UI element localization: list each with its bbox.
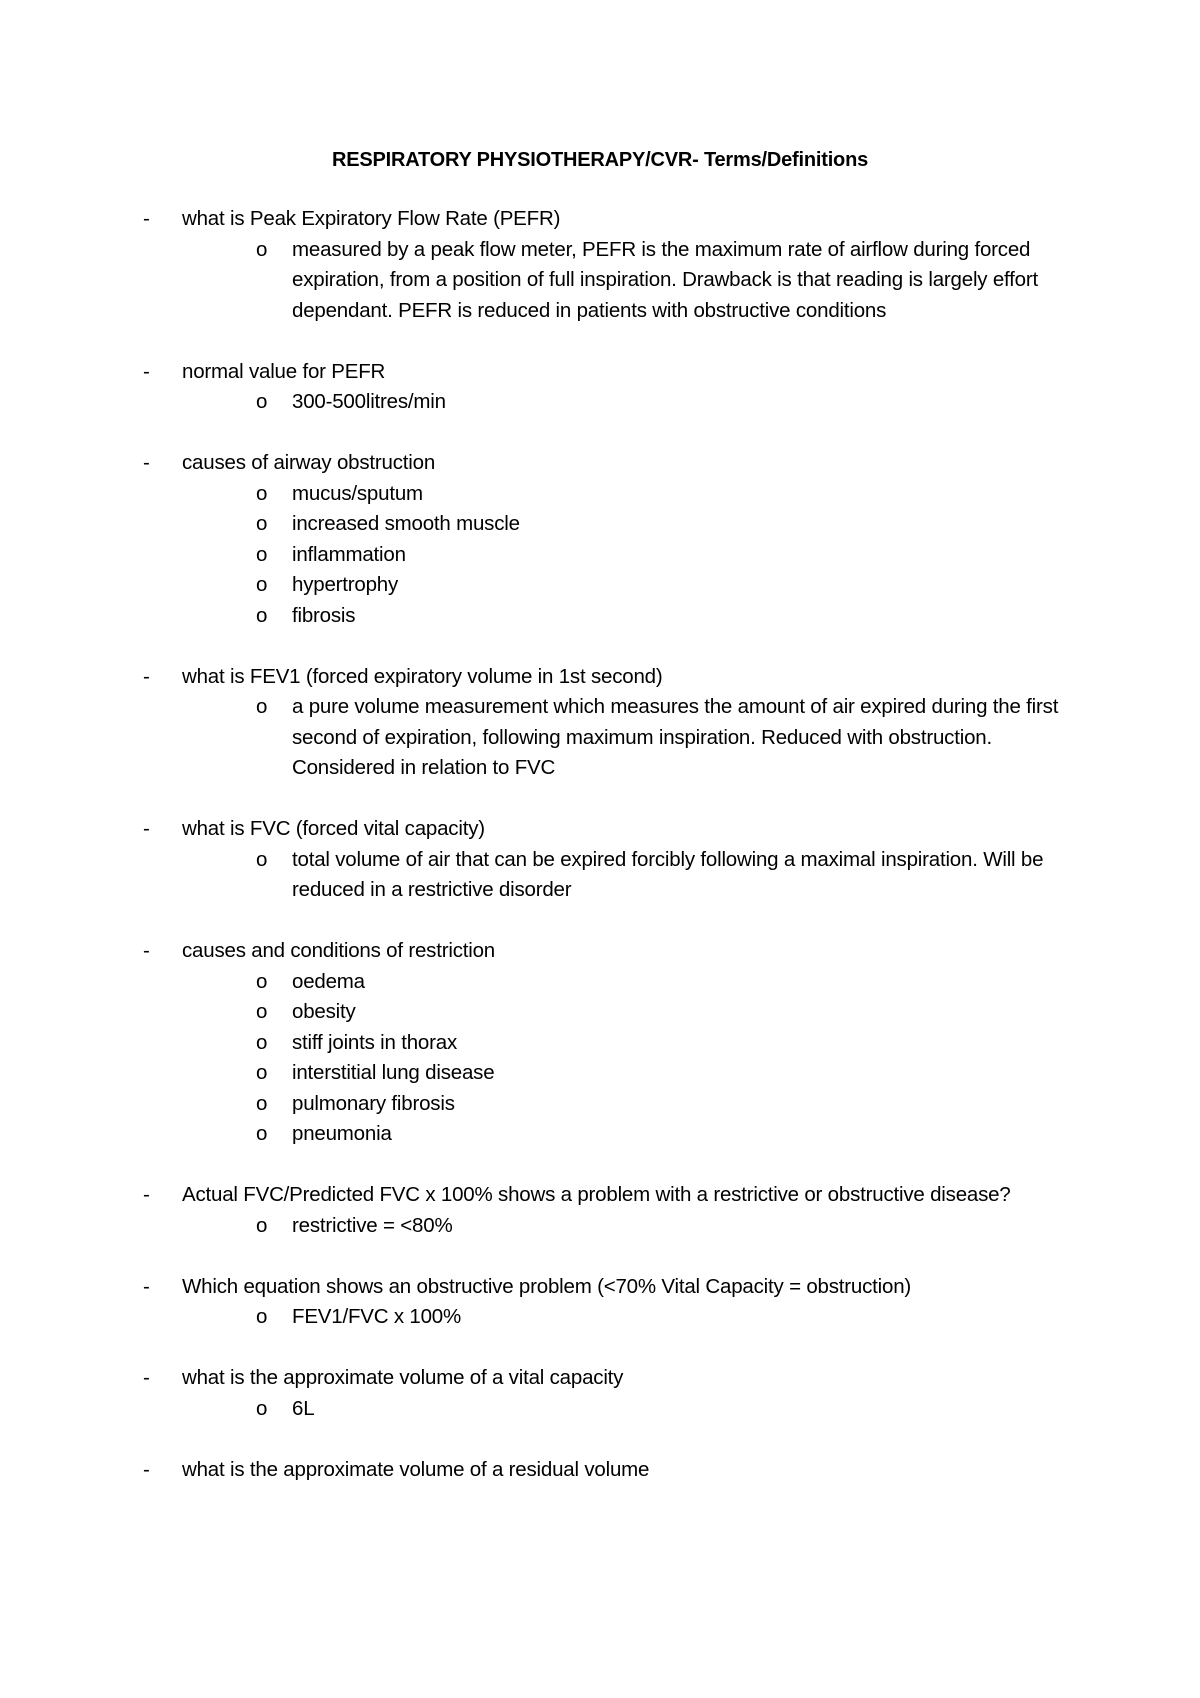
answer-item — [0, 967, 1067, 998]
question-text: causes of airway obstruction — [182, 451, 436, 474]
question-text: what is FVC (forced vital capacity) — [182, 817, 485, 840]
answer-item — [0, 509, 1067, 540]
bullet-marker: o — [256, 847, 268, 871]
question-block — [0, 1455, 1200, 1486]
answer-text: 300-500litres/min — [292, 390, 446, 413]
question-block — [0, 662, 1200, 784]
answer-text: restrictive = <80% — [292, 1213, 453, 1237]
answer-text: stiff joints in thorax — [292, 1030, 457, 1054]
answer-item — [0, 1028, 1067, 1059]
question-row — [0, 1363, 1062, 1394]
bullet-marker: o — [256, 1030, 268, 1054]
answer-item — [0, 1119, 1067, 1150]
answer-text: mucus/sputum — [292, 481, 423, 505]
answer-item — [0, 601, 1067, 632]
bullet-marker: o — [256, 481, 268, 505]
dash-marker: - — [143, 1274, 150, 1298]
answer-item — [0, 1302, 1067, 1333]
answer-item — [0, 845, 1067, 906]
answer-item — [0, 570, 1067, 601]
answer-text: pneumonia — [292, 1122, 392, 1145]
answer-text: 6L — [292, 1396, 315, 1420]
answer-text: interstitial lung disease — [292, 1061, 495, 1084]
dash-marker: - — [143, 1183, 150, 1206]
question-text: what is the approximate volume of a residual volume — [182, 1457, 650, 1481]
bullet-marker: o — [256, 695, 268, 718]
question-block — [0, 1272, 1200, 1333]
question-row — [0, 936, 1062, 967]
answer-text: fibrosis — [292, 603, 356, 627]
question-block — [0, 1363, 1200, 1424]
question-text: Which equation shows an obstructive problem (<70% Vital Capacity = obstruction) — [182, 1274, 912, 1298]
question-text: normal value for PEFR — [182, 359, 386, 383]
bullet-marker: o — [256, 603, 268, 627]
document-body — [0, 204, 1200, 1485]
dash-marker: - — [143, 939, 150, 962]
question-row — [0, 1272, 1062, 1303]
question-row — [0, 204, 1062, 235]
dash-marker: - — [143, 817, 150, 840]
dash-marker: - — [143, 359, 150, 383]
bullet-marker: o — [256, 1396, 268, 1420]
question-row — [0, 662, 1062, 693]
answer-text: FEV1/FVC x 100% — [292, 1305, 462, 1328]
document-title: RESPIRATORY PHYSIOTHERAPY/CVR- Terms/Definitions — [331, 149, 869, 171]
answer-item — [0, 235, 1067, 327]
bullet-marker: o — [256, 1091, 268, 1115]
bullet-marker: o — [256, 1122, 268, 1145]
answer-text: inflammation — [292, 542, 406, 566]
question-block — [0, 357, 1200, 418]
question-block — [0, 448, 1200, 631]
answer-item — [0, 692, 1067, 784]
answer-text: hypertrophy — [292, 573, 399, 596]
answer-text: oedema — [292, 969, 365, 993]
answer-item — [0, 540, 1067, 571]
bullet-marker: o — [256, 1213, 268, 1237]
answer-text: increased smooth muscle — [292, 512, 520, 535]
dash-marker: - — [143, 664, 150, 688]
question-row — [0, 814, 1062, 845]
answer-text: total volume of air that can be expired forcibly following a maximal inspiration. Will be reduced in a restrictive disorder — [292, 847, 1044, 901]
question-row — [0, 448, 1062, 479]
dash-marker: - — [143, 1366, 150, 1389]
bullet-marker: o — [256, 512, 268, 535]
question-block — [0, 1180, 1200, 1241]
bullet-marker: o — [256, 573, 268, 596]
dash-marker: - — [143, 1457, 150, 1481]
answer-item — [0, 1058, 1067, 1089]
bullet-marker: o — [256, 542, 268, 566]
dash-marker: - — [143, 207, 150, 230]
question-text: what is the approximate volume of a vital capacity — [182, 1366, 624, 1389]
bullet-marker: o — [256, 1061, 268, 1084]
answer-item — [0, 1089, 1067, 1120]
question-text: what is Peak Expiratory Flow Rate (PEFR) — [182, 207, 561, 230]
question-block — [0, 936, 1200, 1150]
answer-item — [0, 479, 1067, 510]
question-row — [0, 357, 1062, 388]
bullet-marker: o — [256, 1305, 268, 1328]
question-text: Actual FVC/Predicted FVC x 100% shows a problem with a restrictive or obstructive disease? — [182, 1183, 1011, 1206]
bullet-marker: o — [256, 1000, 268, 1023]
question-text: what is FEV1 (forced expiratory volume in 1st second) — [182, 664, 663, 688]
dash-marker: - — [143, 451, 150, 474]
answer-item — [0, 387, 1067, 418]
answer-item — [0, 1211, 1067, 1242]
bullet-marker: o — [256, 390, 268, 413]
bullet-marker: o — [256, 237, 268, 261]
answer-item — [0, 997, 1067, 1028]
question-row — [0, 1455, 1062, 1486]
answer-item — [0, 1394, 1067, 1425]
answer-text: obesity — [292, 1000, 356, 1023]
answer-text: pulmonary fibrosis — [292, 1091, 455, 1115]
question-block — [0, 814, 1200, 906]
question-block — [0, 204, 1200, 326]
question-text: causes and conditions of restriction — [182, 939, 496, 962]
answer-text: measured by a peak flow meter, PEFR is the maximum rate of airflow during forced expiration, from a position of full inspiration. Drawback is that reading is largely effort dependant. PEFR is reduced in patients with obstructive conditions — [292, 237, 1038, 322]
bullet-marker: o — [256, 969, 268, 993]
question-row — [0, 1180, 1062, 1211]
answer-text: a pure volume measurement which measures the amount of air expired during the first second of expiration, following maximum inspiration. Reduced with obstruction. Considered in relation to FVC — [292, 695, 1059, 779]
